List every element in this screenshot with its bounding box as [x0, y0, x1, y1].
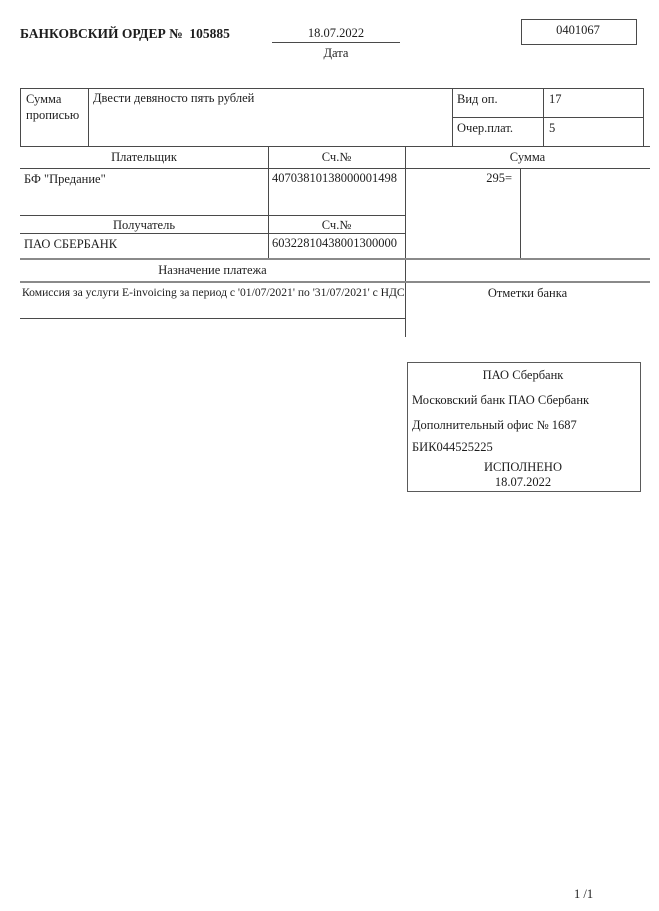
amount-in-words: Двести девяносто пять рублей — [93, 91, 255, 105]
amount-in-words-label: Сумма прописью — [26, 92, 80, 122]
document-title: БАНКОВСКИЙ ОРДЕР № 105885 — [20, 26, 230, 41]
amount-value: 295= — [486, 171, 512, 185]
stamp-office: Дополнительный офис № 1687 — [412, 418, 577, 432]
date-underline — [272, 42, 400, 43]
payer-name: БФ "Предание" — [24, 172, 106, 186]
amount-column-header: Сумма — [509, 150, 546, 164]
op-type-value: 17 — [549, 92, 562, 106]
date-label: Дата — [323, 46, 349, 60]
order-date: 18.07.2022 — [307, 26, 365, 40]
payee-column-header: Получатель — [112, 218, 176, 232]
form-code: 0401067 — [556, 23, 600, 37]
priority-value: 5 — [549, 121, 556, 135]
stamp-status: ИСПОЛНЕНО — [484, 460, 562, 474]
op-type-label: Вид оп. — [457, 92, 498, 106]
priority-label: Очер.плат. — [457, 121, 514, 135]
payee-account: 60322810438001300000 — [272, 236, 397, 250]
bank-marks-label: Отметки банка — [487, 286, 568, 300]
payee-name: ПАО СБЕРБАНК — [24, 237, 118, 251]
payer-account-column-header: Сч.№ — [321, 150, 352, 164]
stamp-bank-name: ПАО Сбербанк — [482, 368, 564, 382]
purpose-text: Комиссия за услуги E-invoicing за период с '01/07/2021' по '31/07/2021' с НДС — [22, 286, 405, 299]
purpose-header: Назначение платежа — [158, 263, 267, 277]
payer-account: 40703810138000001498 — [272, 171, 397, 185]
payer-column-header: Плательщик — [111, 150, 177, 164]
payee-account-column-header: Сч.№ — [321, 218, 352, 232]
stamp-date: 18.07.2022 — [494, 475, 552, 489]
stamp-bik: БИК044525225 — [412, 440, 493, 454]
stamp-branch: Московский банк ПАО Сбербанк — [412, 393, 590, 407]
page-number: 1 /1 — [574, 887, 594, 901]
